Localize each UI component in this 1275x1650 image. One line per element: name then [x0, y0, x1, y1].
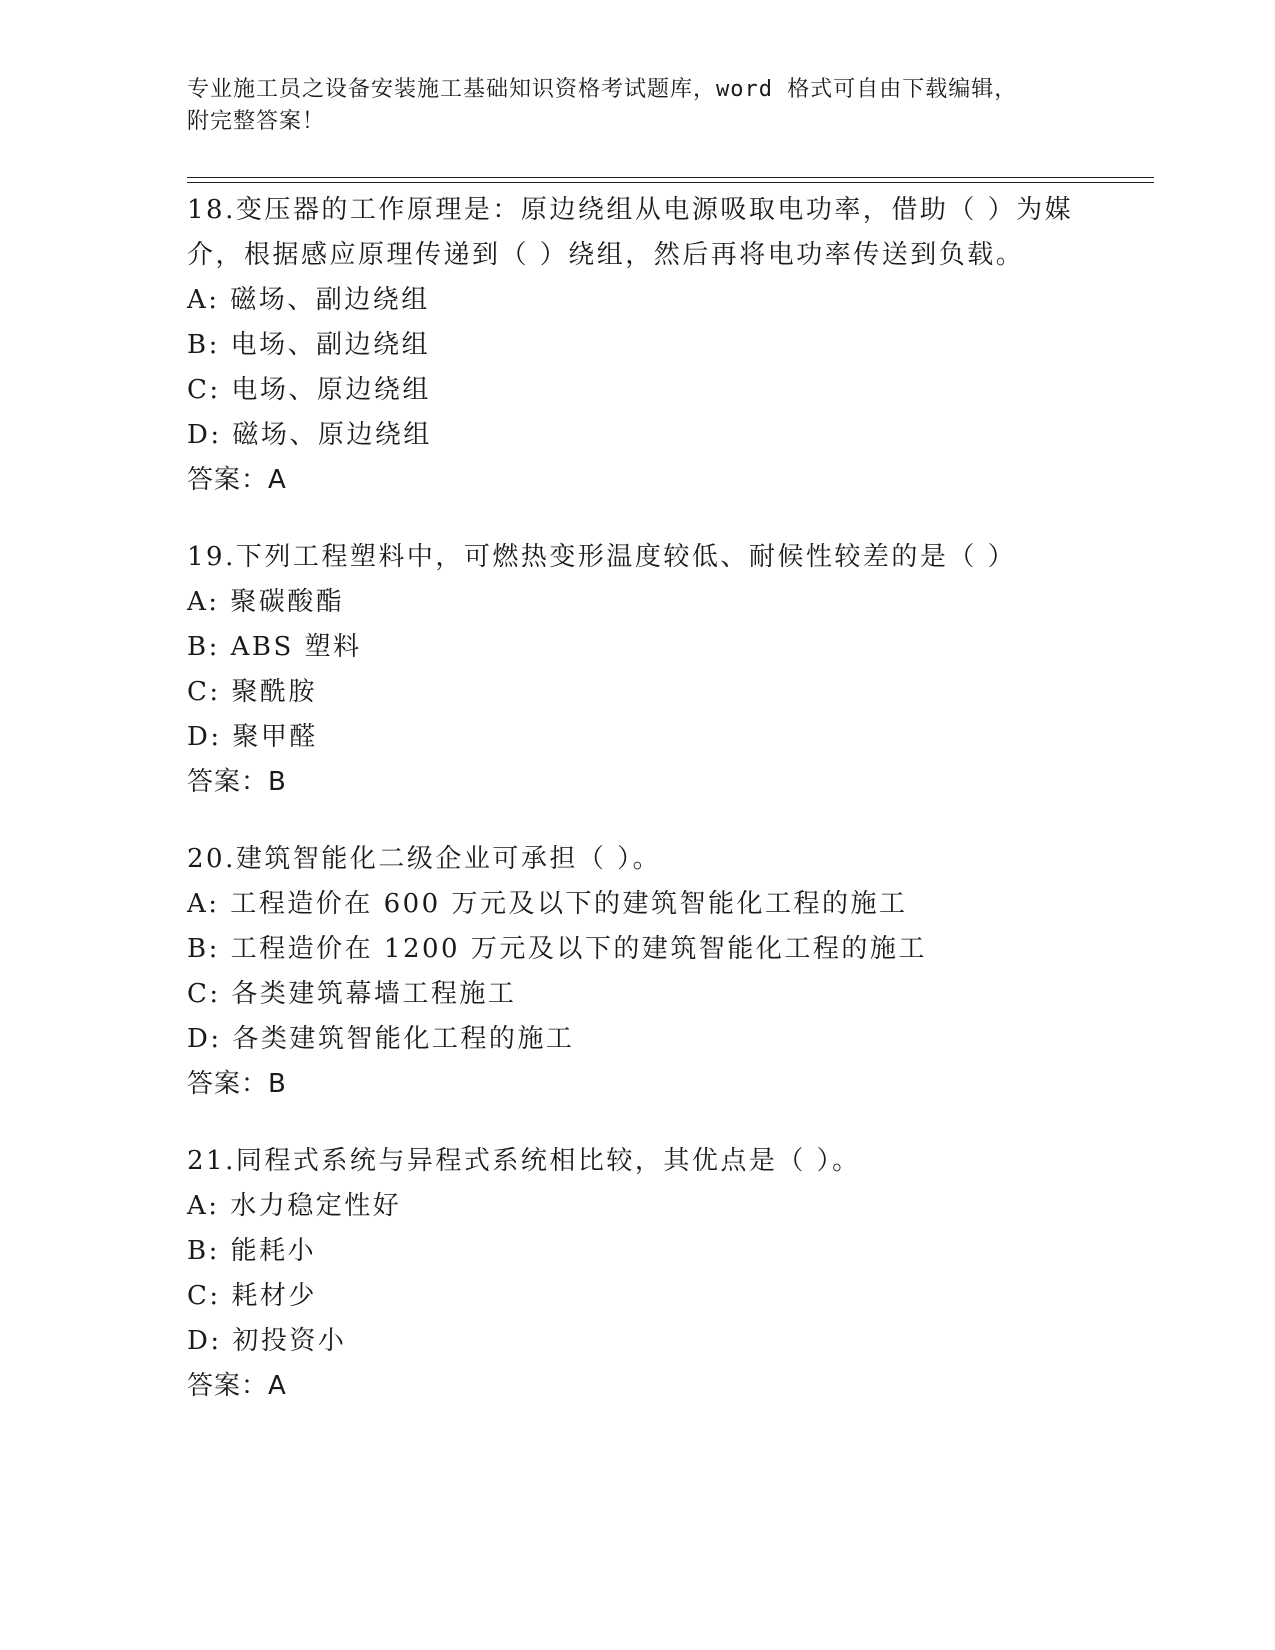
option-d: D: 各类建筑智能化工程的施工	[187, 1024, 575, 1054]
answer-label: 答案：A	[187, 465, 287, 495]
option-a: A: 水力稳定性好	[187, 1191, 402, 1221]
answer-label: 答案：B	[187, 1069, 287, 1099]
option-b: B: ABS 塑料	[187, 632, 362, 662]
answer-label: 答案：A	[187, 1371, 287, 1401]
option-c: C: 电场、原边绕组	[187, 375, 431, 405]
question-stem: 18.变压器的工作原理是：原边绕组从电源吸取电功率，借助（ ）为媒介，根据感应原理传递到（ ）绕组，然后再将电功率传送到负载。	[187, 195, 1074, 270]
document-header	[187, 74, 1087, 138]
option-a: A: 工程造价在 600 万元及以下的建筑智能化工程的施工	[187, 889, 908, 919]
header-line-1: 专业施工员之设备安装施工基础知识资格考试题库，word 格式可自由下载编辑，	[187, 77, 1018, 102]
option-d: D: 初投资小	[187, 1326, 347, 1356]
option-c: C: 耗材少	[187, 1281, 317, 1311]
header-divider-top	[187, 177, 1154, 178]
question-list	[187, 188, 1087, 1441]
question-18	[187, 188, 1087, 503]
option-b: B: 能耗小	[187, 1236, 317, 1266]
header-divider-bottom	[187, 182, 1154, 183]
answer-label: 答案：B	[187, 767, 287, 797]
option-c: C: 聚酰胺	[187, 677, 317, 707]
question-stem: 21.同程式系统与异程式系统相比较，其优点是（ ）。	[187, 1146, 861, 1176]
option-b: B: 电场、副边绕组	[187, 330, 431, 360]
question-19	[187, 535, 1087, 805]
question-21	[187, 1139, 1087, 1409]
question-stem: 19.下列工程塑料中，可燃热变形温度较低、耐候性较差的是（ ）	[187, 542, 1017, 572]
option-d: D: 聚甲醛	[187, 722, 318, 752]
option-a: A: 磁场、副边绕组	[187, 285, 430, 315]
header-line-2: 附完整答案！	[187, 109, 326, 134]
question-stem: 20.建筑智能化二级企业可承担（ ）。	[187, 844, 662, 874]
question-20	[187, 837, 1087, 1107]
option-c: C: 各类建筑幕墙工程施工	[187, 979, 517, 1009]
option-b: B: 工程造价在 1200 万元及以下的建筑智能化工程的施工	[187, 934, 927, 964]
option-d: D: 磁场、原边绕组	[187, 420, 432, 450]
option-a: A: 聚碳酸酯	[187, 587, 345, 617]
